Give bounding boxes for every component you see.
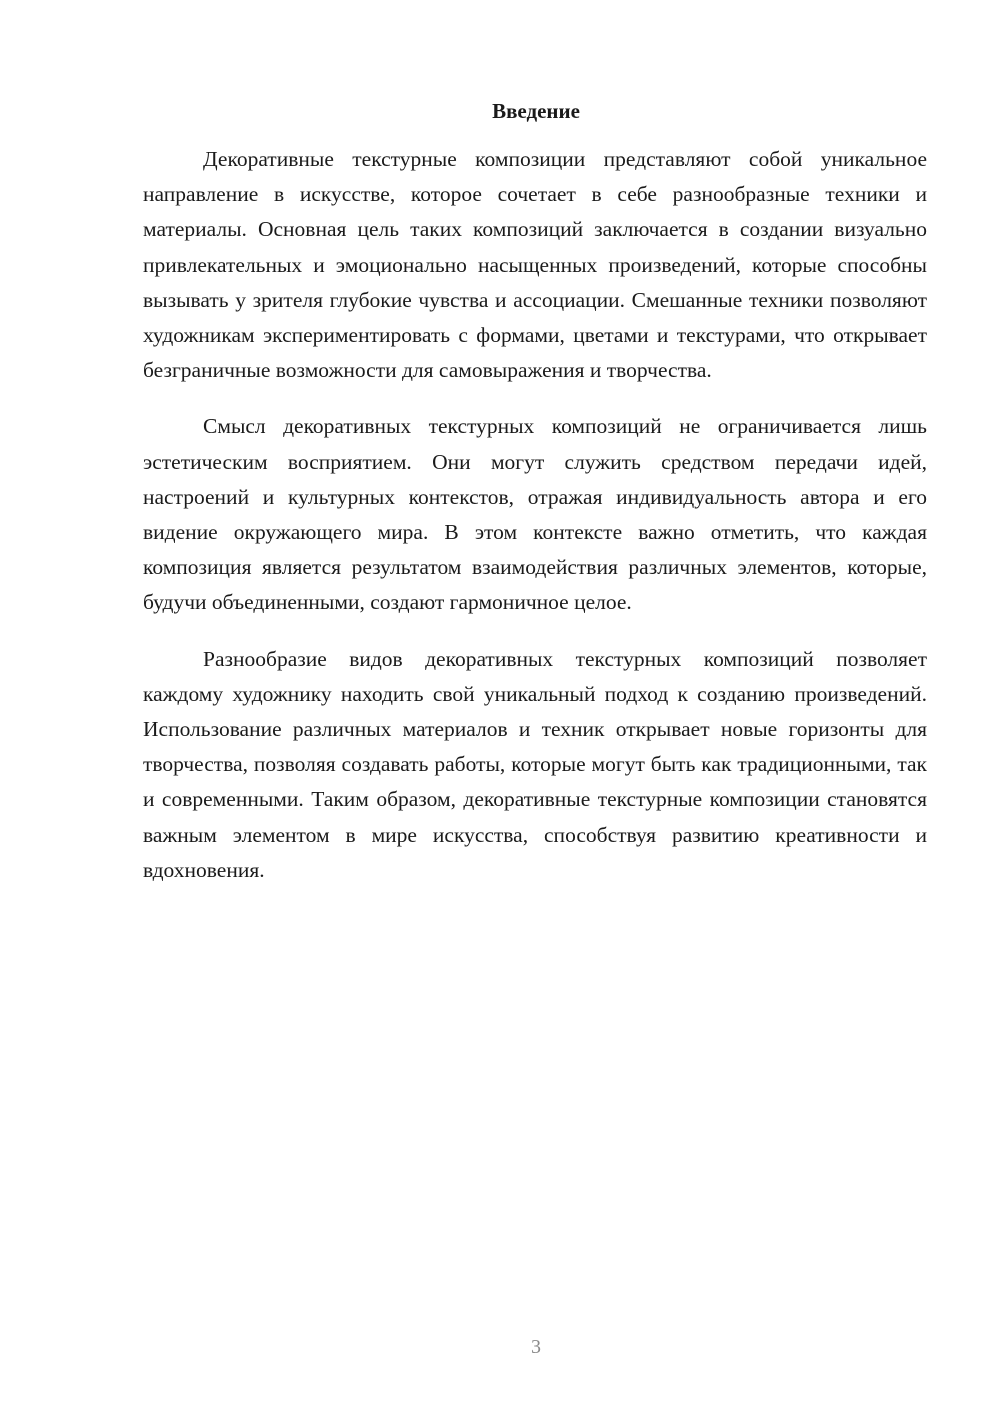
page-number: 3 xyxy=(531,1336,541,1358)
section-title: Введение xyxy=(492,99,580,123)
paragraph-3: Разнообразие видов декоративных текстурных композиций позволяет каждому художнику находить свой уникальный подход к созданию произведений. Использование различных материалов и техник открывает новые горизонты для творчества, позволяя создавать работы, которые могут быть как традиционными, так и современными. Таким образом, декоративные текстурные композиции становятся важным элементом в мире искусства, способствуя развитию креативности и вдохновения. xyxy=(143,646,927,882)
body-text xyxy=(143,142,927,888)
paragraph-2: Смысл декоративных текстурных композиций не ограничивается лишь эстетическим восприятием. Они могут служить средством передачи идей, настроений и культурных контекстов, отражая индивидуальность автора и его видение окружающего мира. В этом контексте важно отметить, что каждая композиция является результатом взаимодействия различных элементов, которые, будучи объединенными, создают гармоничное целое. xyxy=(143,414,927,615)
paragraph-1: Декоративные текстурные композиции представляют собой уникальное направление в искусстве, которое сочетает в себе разнообразные техники и материалы. Основная цель таких композиций заключается в создании визуально привлекательных и эмоционально насыщенных произведений, которые способны вызывать у зрителя глубокие чувства и ассоциации. Смешанные техники позволяют художникам экспериментировать с формами, цветами и текстурами, что открывает безграничные возможности для самовыражения и творчества. xyxy=(143,147,927,383)
